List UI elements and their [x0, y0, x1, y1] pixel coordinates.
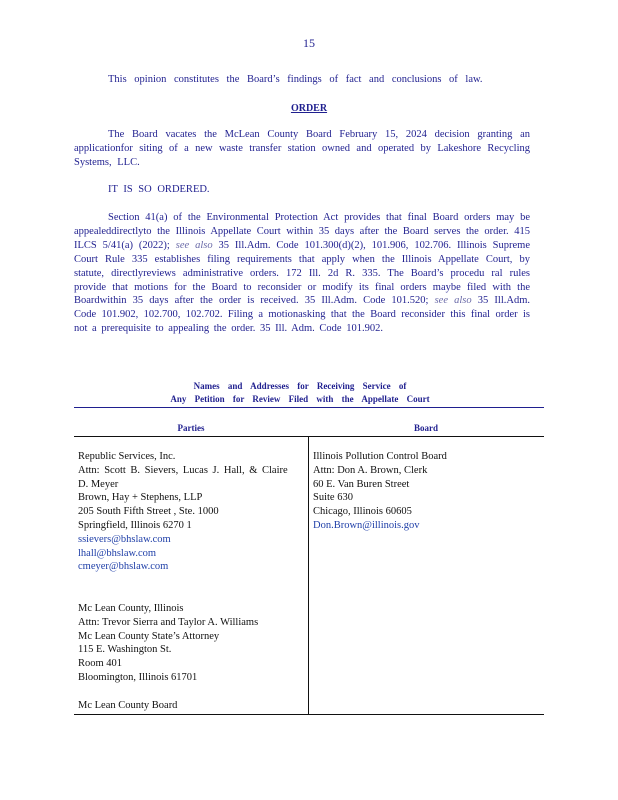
address-line: 205 South Fifth Street , Ste. 1000 [78, 506, 219, 518]
address-line: Mc Lean County Board [78, 700, 178, 711]
page-number: 15 [303, 36, 315, 50]
service-table-title-line2: Any Petition for Review Filed with the Appellate Court [170, 394, 430, 404]
address-line: Mc Lean County State’s Attorney [78, 630, 220, 642]
address-line: Bloomington, Illinois 61701 [78, 671, 198, 683]
appeal-paragraph [74, 211, 530, 336]
header-rule [74, 436, 544, 437]
order-heading-text: ORDER [290, 103, 328, 114]
order-heading [0, 103, 618, 114]
address-line: Chicago, Illinois 60605 [313, 506, 412, 518]
see-also-citation: see also [434, 295, 472, 307]
address-line: Suite 630 [313, 492, 353, 504]
address-line: 115 E. Washington St. [78, 644, 172, 656]
email-link[interactable]: ssievers@bhslaw.com [78, 533, 171, 545]
appeal-text-part1: Section 41(a) of the Environmental Protection Act provides that final Board orders may be appealeddirectlyto the Illinois Appellate Court within 35 days after the Board serves the order. 415 ILCS 5/41(a) (2022); [74, 212, 530, 251]
email-link[interactable]: lhall@bhslaw.com [78, 547, 157, 559]
table-bottom-rule [74, 714, 544, 715]
order-paragraph: The Board vacates the McLean County Board February 15, 2024 decision granting an applicationfor siting of a new waste transfer station owned and operated by Lakeshore Recycling Systems, LLC. [74, 129, 530, 168]
address-line: Room 401 [78, 658, 123, 670]
table-top-rule [74, 407, 544, 408]
service-table-title [140, 380, 460, 406]
appeal-text-part2: 35 Ill.Adm. Code 101.300(d)(2), 101.906, 102.706. Illinois Supreme Court Rule 335 establishes filing requirements that apply when the Illinois Appellate Court, by statute, directlyreviews administrative orders. 172 Ill. 2d R. 335. The Board’s procedu ral rules provide that motions for the Board to reconsider or modify its final orders maybe filed with the Boardwithin 35 days after the order is received. 35 Ill.Adm. Code 101.520; [74, 239, 530, 307]
email-link[interactable]: cmeyer@bhslaw.com [78, 561, 169, 573]
board-address [313, 450, 541, 533]
column-header-board: Board [413, 423, 438, 433]
party-mclean-county-board [78, 699, 304, 713]
address-line: Mc Lean County, Illinois [78, 603, 184, 614]
see-also-citation: see also [175, 239, 213, 251]
email-link[interactable]: Don.Brown@illinois.gov [313, 519, 420, 531]
address-line: Attn: Trevor Sierra and Taylor A. Williams [78, 616, 259, 628]
address-line: Attn: Don A. Brown, Clerk [313, 464, 428, 476]
address-line: Springfield, Illinois 6270 1 [78, 519, 192, 531]
address-line: Attn: Scott B. Sievers, Lucas J. Hall, & Claire [78, 464, 288, 476]
appeal-text-part3: 35 Ill.Adm. Code 101.902, 102.700, 102.702. Filing a motionasking that the Board reconsider this final order is not a prerequisite to appealing the order. 35 Ill. Adm. Code 101.902. [74, 295, 530, 335]
address-line: 60 E. Van Buren Street [313, 478, 410, 490]
address-line: D. Meyer [78, 478, 119, 490]
column-divider [308, 436, 309, 714]
party-republic-services [78, 450, 304, 574]
so-ordered-paragraph: IT IS SO ORDERED. [108, 184, 210, 195]
column-header-parties: Parties [177, 423, 205, 433]
address-line: Brown, Hay + Stephens, LLP [78, 492, 203, 504]
party-mclean-county [78, 602, 304, 685]
address-line: Illinois Pollution Control Board [313, 451, 447, 462]
address-line: Republic Services, Inc. [78, 451, 176, 462]
service-table-title-line1: Names and Addresses for Receiving Service of [193, 381, 407, 391]
intro-paragraph: This opinion constitutes the Board’s findings of fact and conclusions of law. [108, 74, 483, 85]
